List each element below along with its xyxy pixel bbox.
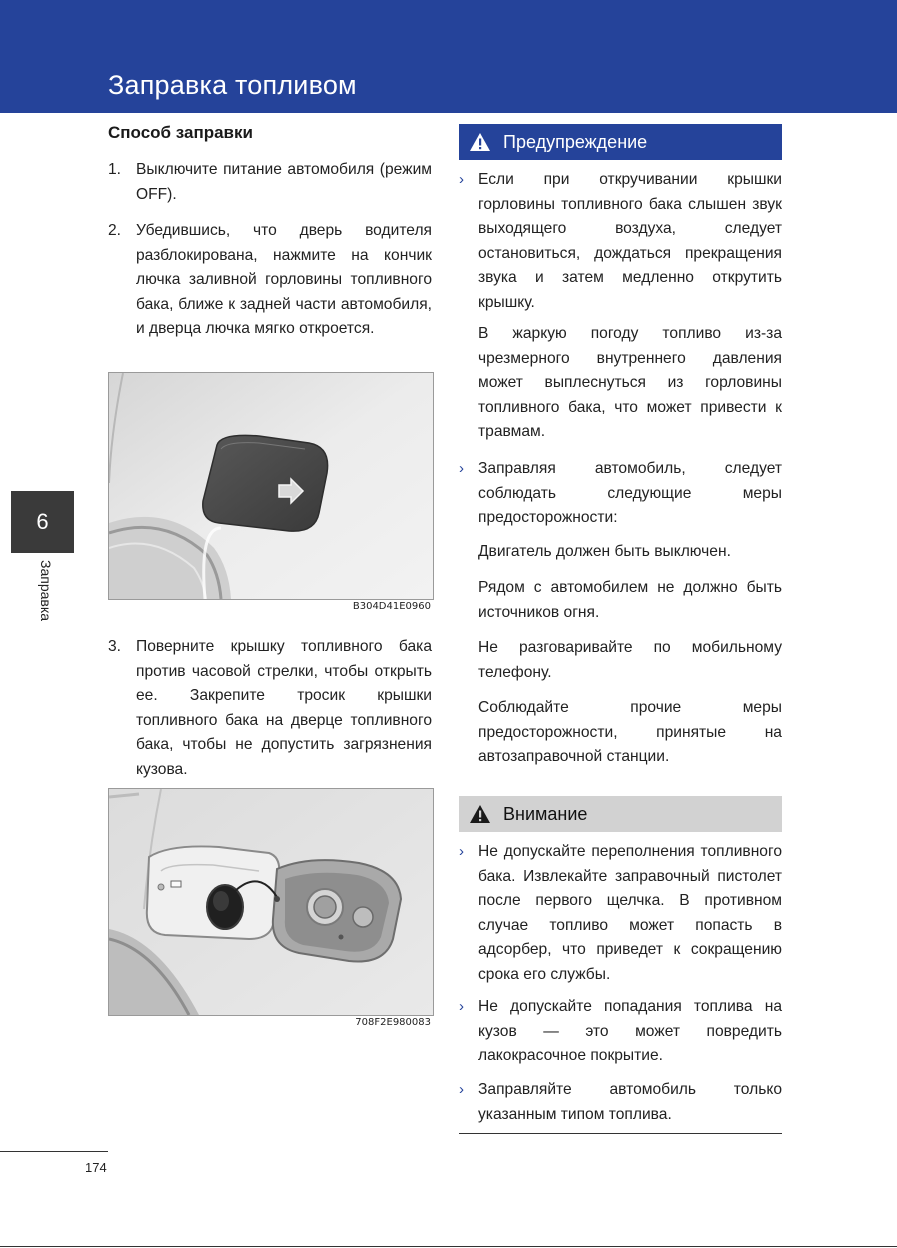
warning-bullet-1 (459, 168, 782, 316)
fuel-door-closed-illustration (109, 373, 433, 599)
page-bottom-border (0, 1246, 897, 1247)
step-1 (108, 158, 432, 207)
warning-paragraph: Двигатель должен быть выключен. (478, 543, 731, 560)
bullet-text: Заправляя автомобиль, следует соблюдать следующие меры предосторожности: (478, 460, 782, 527)
figure-code: B304D41E0960 (352, 601, 431, 612)
step-number: 1. (108, 161, 122, 178)
chevron-right-icon: › (459, 460, 464, 477)
bullet-text: Не допускайте попадания топлива на кузов — это может повредить лакокрасочное покрытие. (478, 998, 782, 1065)
warning-title: Предупреждение (503, 131, 648, 152)
caution-bullet-1 (459, 840, 782, 988)
chevron-right-icon: › (459, 998, 464, 1015)
fuel-door-open-illustration (109, 789, 433, 1015)
warning-paragraph: Рядом с автомобилем не должно быть источников огня. (478, 579, 782, 621)
warning-paragraph: Соблюдайте прочие меры предосторожности, принятые на автозаправочной станции. (478, 699, 782, 766)
bullet-text: Заправляйте автомобиль только указанным типом топлива. (478, 1081, 782, 1123)
warning-paragraph: Не разговаривайте по мобильному телефону. (478, 639, 782, 681)
page-number: 174 (85, 1160, 107, 1175)
footer-divider (0, 1151, 108, 1152)
step-2 (108, 219, 432, 342)
caution-bullet-2 (459, 995, 782, 1069)
warning-bullet-2 (459, 457, 782, 531)
fuel-door-open-figure (108, 788, 434, 1016)
warning-paragraph: В жаркую погоду топливо из-за чрезмерного внутреннего давления может выплеснуться из горловины топливного бака, что может привести к травмам. (478, 325, 782, 441)
chevron-right-icon: › (459, 1081, 464, 1098)
bullet-text: Если при откручивании крышки горловины топливного бака слышен звук выходящего воздуха, следует остановиться, дождаться прекращения звука и затем медленно открутить крышку. (478, 171, 782, 311)
chapter-tab (11, 491, 74, 553)
caution-title: Внимание (503, 803, 588, 824)
caution-header (459, 796, 782, 832)
warning-triangle-icon (469, 804, 491, 824)
warning-triangle-icon (469, 132, 491, 152)
page-title: Заправка топливом (108, 70, 357, 100)
step-text: Поверните крышку топливного бака против часовой стрелки, чтобы открыть ее. Закрепите тросик крышки топливного бака на дверце топливного бака, чтобы не допустить загрязнения кузова. (136, 638, 432, 778)
step-text: Убедившись, что дверь водителя разблокирована, нажмите на кончик лючка заливной горловины топливного бака, ближе к задней части автомобиля, и дверца лючка мягко откроется. (136, 222, 432, 338)
section-heading: Способ заправки (108, 123, 253, 142)
caution-bullet-3 (459, 1078, 782, 1127)
chapter-number: 6 (36, 509, 49, 534)
chevron-right-icon: › (459, 843, 464, 860)
fuel-door-closed-figure (108, 372, 434, 600)
step-number: 3. (108, 638, 122, 655)
step-text: Выключите питание автомобиля (режим OFF). (136, 161, 432, 203)
chapter-label: Заправка (38, 560, 54, 622)
section-divider (459, 1133, 782, 1134)
warning-header (459, 124, 782, 160)
bullet-text: Не допускайте переполнения топливного бака. Извлекайте заправочный пистолет после первого щелчка. В противном случае топливо может попасть в адсорбер, что приведет к сокращению срока его службы. (478, 843, 782, 983)
chevron-right-icon: › (459, 171, 464, 188)
page-header (0, 0, 897, 113)
step-number: 2. (108, 222, 122, 239)
figure-code: 708F2E980083 (355, 1017, 431, 1028)
step-3 (108, 635, 432, 783)
